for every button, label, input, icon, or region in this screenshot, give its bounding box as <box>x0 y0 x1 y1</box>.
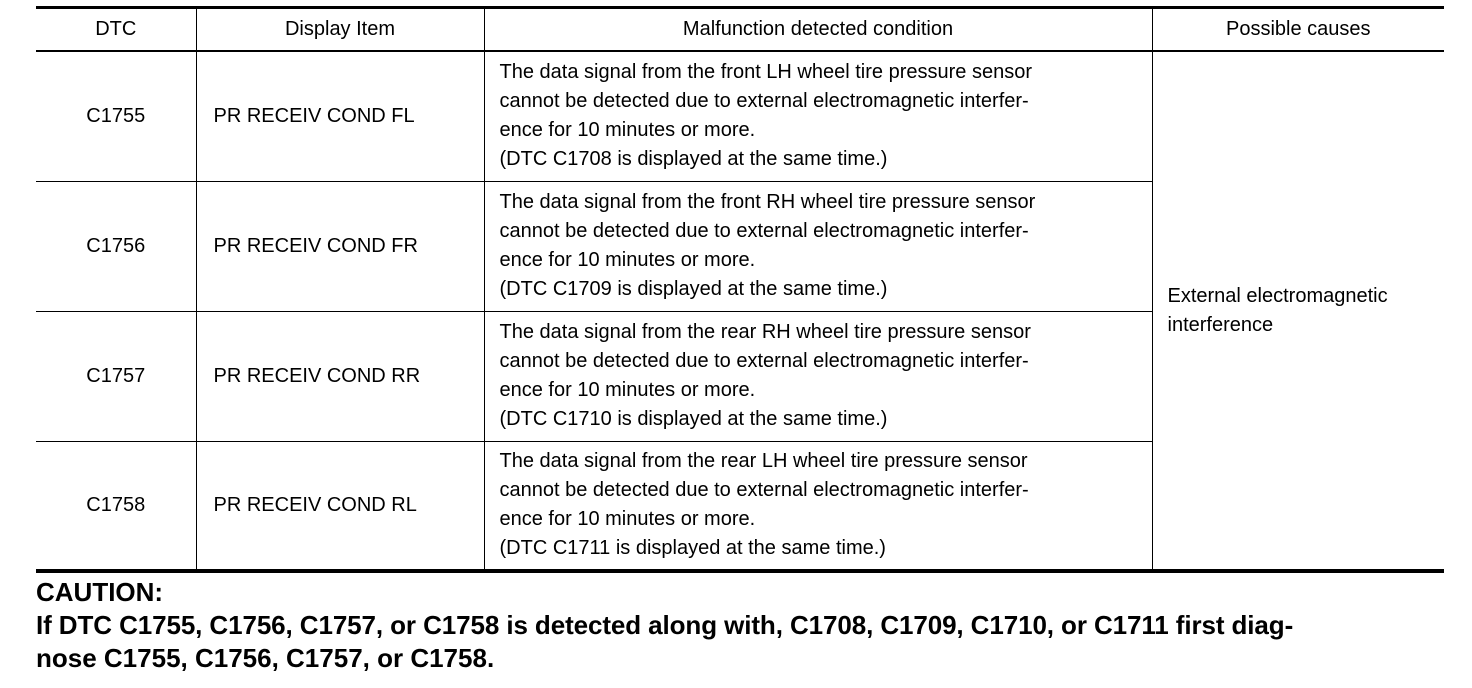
header-possible-causes: Possible causes <box>1152 8 1444 52</box>
header-dtc: DTC <box>36 8 196 52</box>
caution-text-line: nose C1755, C1756, C1757, or C1758. <box>36 643 495 673</box>
possible-causes-cell <box>1152 51 1444 571</box>
display-item: PR RECEIV COND FL <box>196 51 484 181</box>
condition-line: cannot be detected due to external electromagnetic interfer- <box>499 350 1029 372</box>
dtc-code: C1755 <box>86 104 146 127</box>
cause-line: External electromagnetic <box>1167 284 1388 307</box>
malfunction-condition <box>484 51 1152 181</box>
header-display-item: Display Item <box>196 8 484 52</box>
malfunction-condition <box>484 441 1152 571</box>
caution-text-line: If DTC C1755, C1756, C1757, or C1758 is detected along with, C1708, C1709, C1710, or C1711 first diag- <box>36 610 1294 640</box>
condition-line: The data signal from the rear RH wheel tire pressure sensor <box>499 321 1031 343</box>
condition-line: (DTC C1710 is displayed at the same time.) <box>499 408 888 430</box>
condition-line: (DTC C1709 is displayed at the same time.) <box>499 278 888 300</box>
condition-line: The data signal from the rear LH wheel tire pressure sensor <box>499 450 1028 473</box>
caution-note <box>36 576 1446 675</box>
caution-title: CAUTION: <box>36 577 164 607</box>
malfunction-condition <box>484 181 1152 311</box>
table-header-row <box>36 8 1444 52</box>
malfunction-condition <box>484 311 1152 441</box>
condition-line: ence for 10 minutes or more. <box>499 508 756 531</box>
dtc-code: C1756 <box>36 181 196 311</box>
condition-line: ence for 10 minutes or more. <box>499 249 756 271</box>
condition-line: (DTC C1708 is displayed at the same time.) <box>499 148 888 171</box>
condition-line: The data signal from the front RH wheel tire pressure sensor <box>499 191 1036 213</box>
table-row <box>36 51 1444 181</box>
display-item: PR RECEIV COND RL <box>196 441 484 571</box>
condition-line: ence for 10 minutes or more. <box>499 379 756 401</box>
cause-line: interference <box>1167 313 1274 336</box>
dtc-table <box>36 6 1444 573</box>
condition-line: (DTC C1711 is displayed at the same time.) <box>499 537 886 560</box>
condition-line: cannot be detected due to external electromagnetic interfer- <box>499 220 1029 242</box>
condition-line: ence for 10 minutes or more. <box>499 119 756 142</box>
condition-line: cannot be detected due to external electromagnetic interfer- <box>499 90 1029 113</box>
header-malfunction-condition: Malfunction detected condition <box>484 8 1152 52</box>
condition-line: The data signal from the front LH wheel tire pressure sensor <box>499 61 1032 84</box>
display-item: PR RECEIV COND FR <box>196 181 484 311</box>
dtc-code: C1757 <box>36 311 196 441</box>
condition-line: cannot be detected due to external electromagnetic interfer- <box>499 479 1029 502</box>
display-item: PR RECEIV COND RR <box>196 311 484 441</box>
dtc-code: C1758 <box>36 441 196 571</box>
